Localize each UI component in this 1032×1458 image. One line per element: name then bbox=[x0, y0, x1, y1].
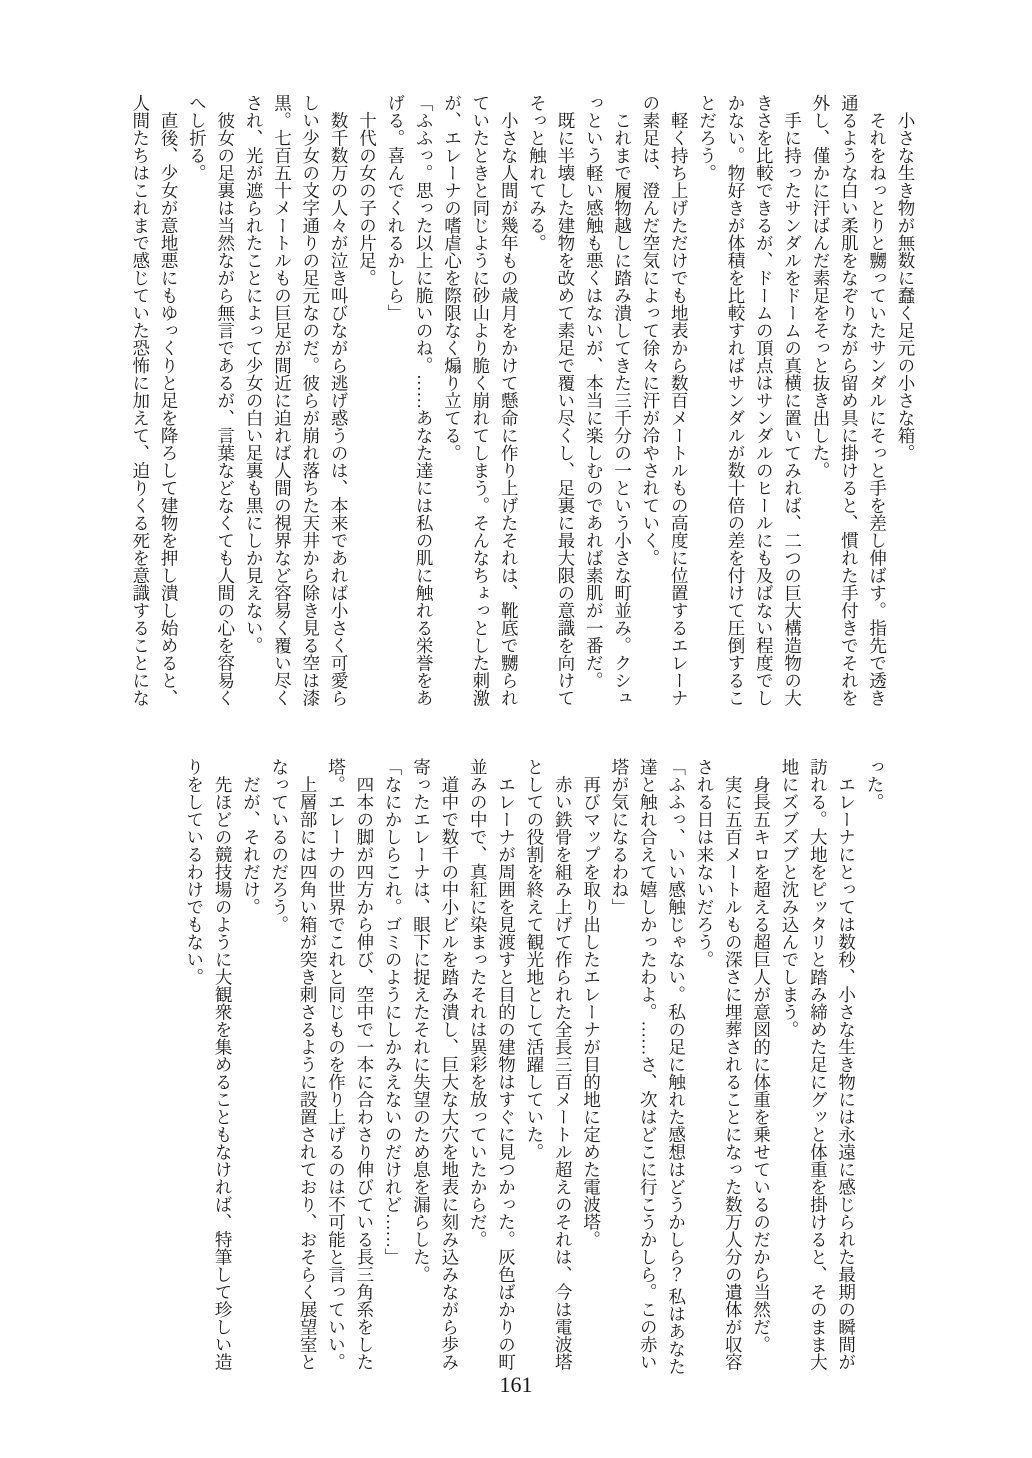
paragraph: エレーナが周囲を見渡すと目的の建物はすぐに見つかった。灰色ばかりの町並みの中で、真紅に染まったそれは異彩を放っていたからだ。 bbox=[468, 758, 517, 1371]
paragraph: 軽く持ち上げただけでも地表から数百メートルもの高度に位置するエレーナの素足は、澄んだ空気によって徐々に汗が冷やされていく。 bbox=[640, 94, 690, 707]
paragraph: それをねっとりと嬲っていたサンダルにそっと手を差し伸ばす。指先で透き通るような白い柔肌をなぞりながら留め具に掛けると、慣れた手付きでそれを外し、僅かに汗ばんだ素足をそっと抜き出した。 bbox=[810, 94, 888, 707]
paragraph: だが、それだけ。 bbox=[241, 758, 262, 916]
paragraph: 赤い鉄骨を組み上げて作られた全長三百メートル超えのそれは、今は電波塔としての役割を終えて観光地として活躍していた。 bbox=[524, 758, 574, 1371]
paragraph: 先ほどの競技場のように大観衆を集めることもなければ、特筆して珍しい造りをしているわけでもない。 bbox=[184, 758, 234, 1371]
paragraph: 身長五キロを超える超巨人が意図的に体重を乗せているのだから当然だ。 bbox=[751, 758, 772, 1353]
paragraph: った。 bbox=[865, 758, 885, 811]
text-block-lower bbox=[180, 758, 889, 1380]
paragraph: これまで履物越しに踏み潰してきた三千分の一という小さな町並み。クシュっという軽い感触も悪くはないが、本当に楽しむのであれば素肌が一番だ。 bbox=[584, 94, 633, 707]
paragraph: 「なにかしらこれ。ゴミのようにしかみえないのだけれど……」 bbox=[383, 758, 404, 1266]
paragraph: 既に半壊した建物を改めて素足で覆い尽くし、足裏に最大限の意識を向けてそっと触れてみる。 bbox=[527, 94, 576, 707]
paragraph: エレーナにとっては数秒、小さな生き物には永遠に感じられた最期の瞬間が訪れる。大地をピッタリと踏み締めた足にグッと体重を掛けると、そのまま大地にズブズブと沈み込んでしまう。 bbox=[779, 758, 857, 1371]
paragraph: 小さな人間が幾年もの歳月をかけて懸命に作り上げたそれは、靴底で嬲られていたときと同じように砂山より脆く崩れてしまう。そんなちょっとした刺激が、エレーナの嗜虐心を際限なく煽り立てる。 bbox=[442, 94, 520, 707]
page-number: 161 bbox=[499, 1372, 533, 1397]
paragraph: 道中で数千の中小ビルを踏み潰し、巨大な大穴を地表に刻み込みながら歩み寄ったエレーナは、眼下に捉えたそれに失望のため息を漏らした。 bbox=[411, 758, 460, 1371]
paragraph: 上層部には四角い箱が突き刺さるように設置されており、おそらく展望室となっているのだろう。 bbox=[269, 758, 319, 1371]
paragraph: 実に五百メートルもの深さに埋葬されることになった数万人分の遺体が収容される日は来ないだろう。 bbox=[694, 758, 744, 1371]
paragraph: 手に持ったサンダルをドームの真横に置いてみれば、二つの巨大構造物の大きさを比較できるが、ドームの頂点はサンダルのヒールにも及ばない程度でしかない。物好きが体積を比較すればサンダルが数十倍の差を付けて圧倒することだろう。 bbox=[697, 94, 803, 707]
paragraph: 十代の女の子の片足。 bbox=[357, 94, 378, 287]
paragraph: 彼女の足裏は当然ながら無言であるが、言葉などなくても人間の心を容易くへし折る。 bbox=[187, 94, 236, 707]
paragraph: 再びマップを取り出したエレーナが目的地に定めた電波塔。 bbox=[581, 758, 602, 1248]
paragraph: 「ふふっ、いい感触じゃない。私の足に触れた感想はどうかしら？ 私はあなた達と触れ合えて嬉しかったわよ。……さ、次はどこに行こうかしら。この赤い塔が気になるわね」 bbox=[609, 758, 687, 1375]
text-block-upper bbox=[126, 94, 920, 716]
paragraph: 小さな生き物が無数に蠢く足元の小さな箱。 bbox=[896, 94, 916, 462]
paragraph: 直後、少女が意地悪にもゆっくりと足を降ろして建物を押し潰し始めると、人間たちはこれまで感じていた恐怖に加えて、迫りくる死を意識することにな bbox=[130, 94, 180, 707]
paragraph: 四本の脚が四方から伸び、空中で一本に合わさり伸びている長三角系をした塔。エレーナの世界でこれと同じものを作り上げるのは不可能と言っていい。 bbox=[326, 758, 375, 1371]
paragraph: 「ふふっ。思った以上に脆いのね。……あなた達には私の肌に触れる栄誉をあげる。喜んでくれるかしら」 bbox=[385, 94, 435, 707]
paragraph: 数千数万の人々が泣き叫びながら逃げ惑うのは、本来であれば小さく可愛らしい少女の文字通りの足元なのだ。彼らが崩れ落ちた天井から除き見る空は漆黒。七百五十メートルもの巨足が間近に迫れば人間の視界など容易く覆い尽くされ、光が遮られたことによって少女の白い足裏も黒にしか見えない。 bbox=[244, 94, 350, 707]
